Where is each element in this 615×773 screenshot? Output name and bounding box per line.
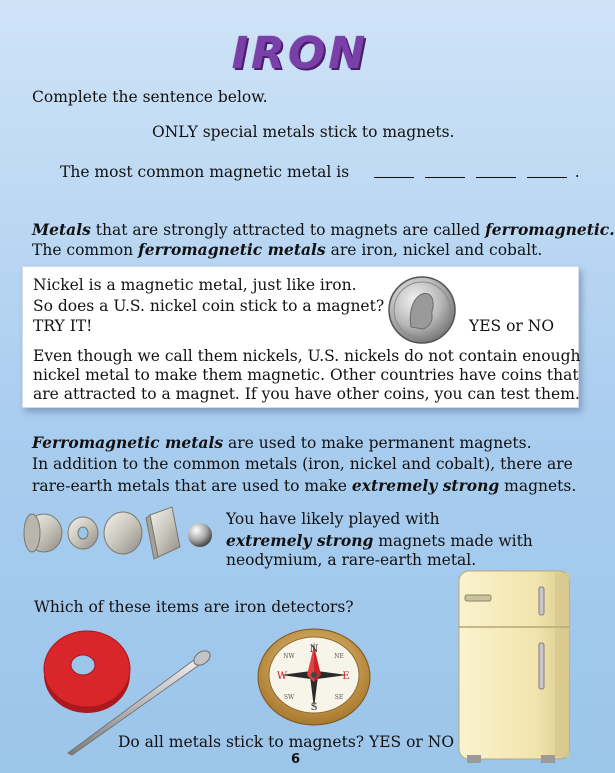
nickel-coin-image	[387, 275, 457, 345]
statement-text: ONLY special metals stick to magnets.	[152, 123, 455, 141]
compass-e: E	[342, 671, 350, 682]
answer-blank-2[interactable]	[425, 177, 465, 178]
nickel-answer-choice[interactable]: YES or NO	[469, 317, 555, 335]
refrigerator-image[interactable]	[455, 565, 585, 765]
term-extremely-strong: extremely strong	[226, 531, 374, 550]
term-metals: Metals	[32, 220, 91, 239]
compass-n: N	[309, 644, 319, 655]
body-text: magnets.	[499, 477, 577, 495]
neodymium-line-1: You have likely played with	[226, 510, 440, 528]
instruction-text: Complete the sentence below.	[32, 88, 268, 106]
final-question: Do all metals stick to magnets? YES or NO	[118, 733, 455, 751]
nickel-line-2: So does a U.S. nickel coin stick to a magnet?	[33, 297, 385, 315]
body-text: are used to make permanent magnets.	[223, 434, 532, 452]
nickel-paragraph-line-3: are attracted to a magnet. If you have other coins, you can test them.	[33, 385, 580, 403]
answer-blank-4[interactable]	[527, 177, 567, 178]
term-ferromagnetic-metals: Ferromagnetic metals	[32, 433, 224, 452]
nickel-paragraph-line-1: Even though we call them nickels, U.S. nickels do not contain enough	[33, 347, 581, 365]
compass-s: S	[310, 702, 318, 713]
answer-blank-3[interactable]	[476, 177, 516, 178]
ferromagnetic-definition-line1	[32, 220, 615, 239]
permanent-magnets-line1	[32, 433, 532, 452]
definition-text: that are strongly attracted to magnets are called	[90, 221, 486, 239]
answer-blank-1[interactable]	[374, 177, 414, 178]
neodymium-line-2	[226, 531, 533, 550]
nickel-info-box	[22, 266, 579, 408]
fill-sentence-start: The most common magnetic metal is	[60, 163, 350, 181]
nickel-line-1: Nickel is a magnetic metal, just like iron.	[33, 276, 357, 294]
compass-w: W	[276, 671, 288, 682]
ferromagnetic-definition-line2	[32, 240, 542, 259]
term-ferromagnetic-metals: ferromagnetic metals	[138, 240, 326, 259]
term-ferromagnetic: ferromagnetic.	[485, 220, 615, 239]
detectors-question: Which of these items are iron detectors?	[34, 598, 354, 616]
definition-text: are iron, nickel and cobalt.	[325, 241, 543, 259]
fill-in-sentence	[60, 163, 580, 181]
compass-se: SE	[334, 694, 344, 701]
nickel-paragraph-line-2: nickel metal to make them magnetic. Other countries have coins that	[33, 366, 579, 384]
term-extremely-strong: extremely strong	[351, 476, 500, 495]
page-title: IRON	[231, 28, 369, 79]
nickel-line-3: TRY IT!	[33, 317, 93, 335]
body-text: magnets made with	[373, 532, 533, 550]
permanent-magnets-line3	[32, 476, 576, 495]
neodymium-magnets-image	[20, 503, 215, 563]
compass-ne: NE	[334, 653, 344, 660]
permanent-magnets-line2: In addition to the common metals (iron, nickel and cobalt), there are	[32, 455, 573, 473]
compass-sw: SW	[283, 694, 295, 701]
page-number: 6	[291, 752, 301, 767]
neodymium-line-3: neodymium, a rare-earth metal.	[226, 551, 477, 569]
fill-sentence-end: .	[574, 163, 580, 181]
compass-nw: NW	[283, 653, 295, 660]
compass-image[interactable]	[255, 622, 373, 727]
definition-text: The common	[32, 241, 139, 259]
body-text: rare-earth metals that are used to make	[32, 477, 352, 495]
